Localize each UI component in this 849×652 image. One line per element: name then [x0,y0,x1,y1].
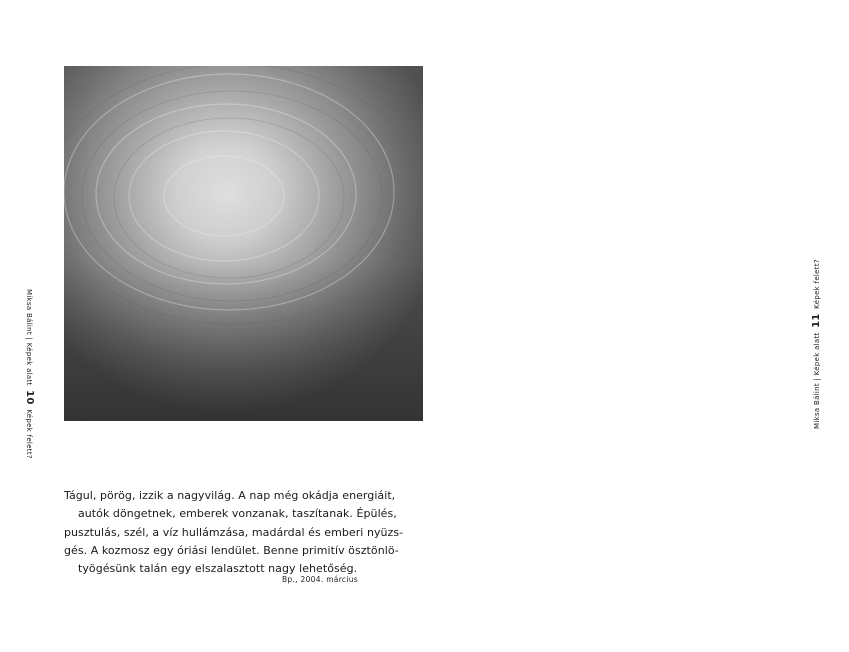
charcoal-vortex-drawing [64,66,423,421]
text-line: autók döngetnek, emberek vonzanak, taszítanak. Épülés, [78,507,397,521]
book-title-cont: Képek felett? [813,259,821,309]
header-separator: | [25,337,33,341]
text-line: työgésünk talán egy elszalasztott nagy lehetőség. [78,562,358,576]
header-separator: | [813,377,821,381]
text-line: gés. A kozmosz egy óriási lendület. Benne primitív ösztönlö- [64,543,399,557]
essay-text-left [64,487,404,578]
author-name: Miksa Bálint [25,289,33,335]
running-header-right [811,259,822,429]
page-number: 10 [24,390,35,405]
book-title: Képek alatt [813,332,821,376]
right-page [424,0,849,652]
page-number: 11 [811,313,822,328]
running-header-left [24,289,35,459]
book-title-cont: Képek felett? [25,409,33,459]
text-line: pusztulás, szél, a víz hullámzása, madárdal és emberi nyüzs- [64,525,404,539]
left-page [0,0,424,652]
date-signature: Bp., 2004. március [281,575,358,584]
book-title: Képek alatt [25,342,33,386]
author-name: Miksa Bálint [813,383,821,429]
text-line: Tágul, pörög, izzik a nagyvilág. A nap még okádja energiáit, [64,489,396,502]
